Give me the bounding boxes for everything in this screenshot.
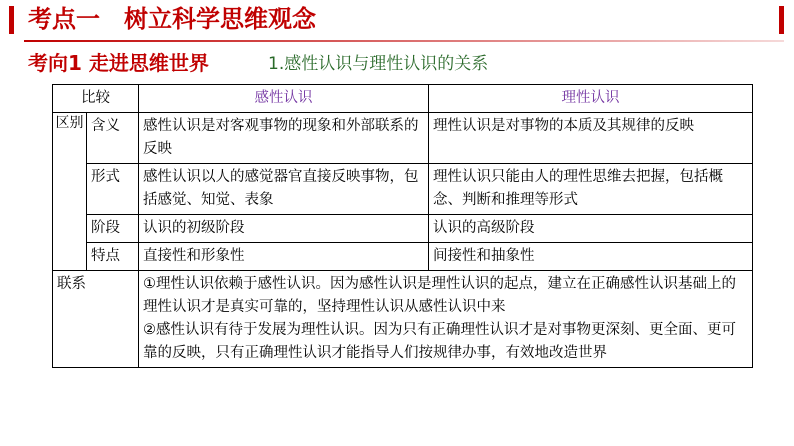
header-compare: 比较 xyxy=(53,85,139,113)
topic-heading: 1.感性认识与理性认识的关系 xyxy=(268,54,489,74)
rational-cell: 理性认识是对事物的本质及其规律的反映 xyxy=(429,113,753,164)
rational-cell: 间接性和抽象性 xyxy=(429,243,753,271)
table-row xyxy=(53,113,753,164)
relation-row xyxy=(53,271,753,368)
perceptual-cell: 认识的初级阶段 xyxy=(139,215,429,243)
table-row xyxy=(53,164,753,215)
comparison-table xyxy=(52,84,753,368)
difference-label: 区别 xyxy=(53,113,87,271)
perceptual-cell: 直接性和形象性 xyxy=(139,243,429,271)
relation-cell xyxy=(139,271,753,368)
right-accent-bar xyxy=(779,6,784,34)
relation-text-2: ②感性认识有待于发展为理性认识。因为只有正确理性认识才是对事物更深刻、更全面、更可靠的反映，只有正确理性认识才能指导人们按规律办事，有效地改造世界 xyxy=(143,322,736,361)
aspect-cell: 形式 xyxy=(87,164,139,215)
header-rational: 理性认识 xyxy=(429,85,753,113)
title-divider xyxy=(24,40,784,42)
rational-cell: 理性认识只能由人的理性思维去把握，包括概念、判断和推理等形式 xyxy=(429,164,753,215)
header-perceptual: 感性认识 xyxy=(139,85,429,113)
aspect-cell: 含义 xyxy=(87,113,139,164)
aspect-cell: 阶段 xyxy=(87,215,139,243)
rational-cell: 认识的高级阶段 xyxy=(429,215,753,243)
table-row xyxy=(53,243,753,271)
table-header-row xyxy=(53,85,753,113)
section-subtitle: 考向1 走进思维世界 xyxy=(28,51,209,75)
relation-label: 联系 xyxy=(53,271,139,368)
perceptual-cell: 感性认识以人的感觉器官直接反映事物，包括感觉、知觉、表象 xyxy=(139,164,429,215)
perceptual-cell: 感性认识是对客观事物的现象和外部联系的反映 xyxy=(139,113,429,164)
left-accent-bar xyxy=(9,6,14,34)
relation-text-1: ①理性认识依赖于感性认识。因为感性认识是理性认识的起点，建立在正确感性认识基础上的理性认识才是真实可靠的，坚持理性认识从感性认识中来 xyxy=(143,276,736,315)
aspect-cell: 特点 xyxy=(87,243,139,271)
table-row xyxy=(53,215,753,243)
page-title: 考点一 树立科学思维观念 xyxy=(28,5,316,33)
